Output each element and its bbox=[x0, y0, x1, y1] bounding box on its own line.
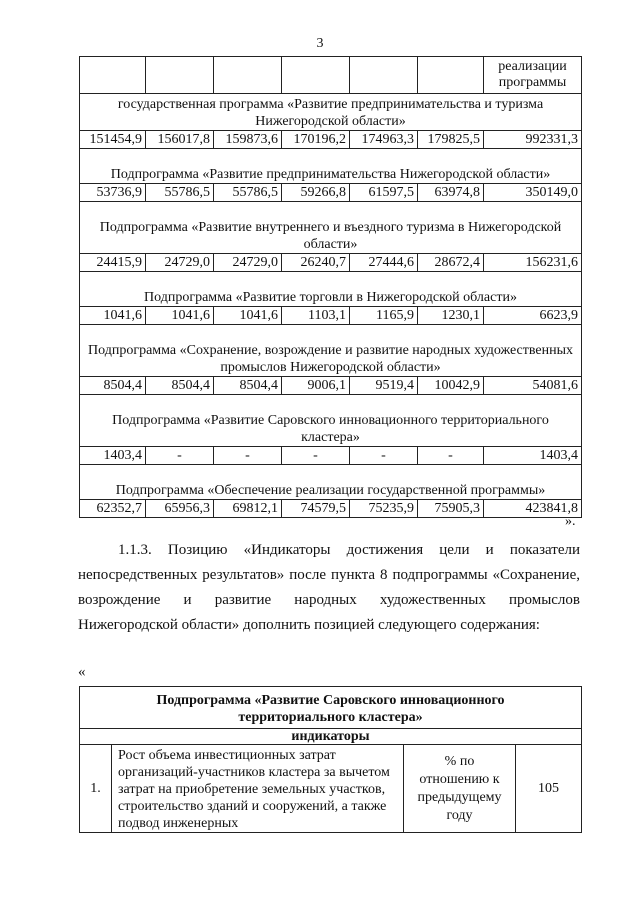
value-cell: 1103,1 bbox=[282, 307, 350, 325]
financing-table bbox=[79, 56, 582, 518]
closing-quote: ». bbox=[565, 514, 576, 529]
header-cell-empty bbox=[80, 57, 146, 94]
value-cell: 159873,6 bbox=[214, 131, 282, 149]
value-cell: 74579,5 bbox=[282, 500, 350, 518]
header-cell-empty bbox=[214, 57, 282, 94]
value-cell: 75905,3 bbox=[418, 500, 484, 518]
header-cell-empty bbox=[282, 57, 350, 94]
page-number: 3 bbox=[316, 36, 324, 51]
value-cell: 27444,6 bbox=[350, 254, 418, 272]
section-title-row bbox=[80, 94, 582, 131]
values-row bbox=[80, 184, 582, 202]
section-title-row bbox=[80, 272, 582, 307]
value-cell: 9519,4 bbox=[350, 377, 418, 395]
section-title: индикаторы bbox=[80, 729, 582, 745]
value-cell: 24415,9 bbox=[80, 254, 146, 272]
value-cell: 24729,0 bbox=[146, 254, 214, 272]
value-cell: 55786,5 bbox=[214, 184, 282, 202]
section-title-row bbox=[80, 149, 582, 184]
value-cell: 6623,9 bbox=[484, 307, 582, 325]
value-cell: - bbox=[418, 447, 484, 465]
value-cell: - bbox=[350, 447, 418, 465]
value-cell: 1403,4 bbox=[484, 447, 582, 465]
section-title: Подпрограмма «Развитие торговли в Нижегородской области» bbox=[80, 272, 582, 307]
value-cell: - bbox=[146, 447, 214, 465]
value-cell: 1403,4 bbox=[80, 447, 146, 465]
value-cell: 28672,4 bbox=[418, 254, 484, 272]
value-cell: 59266,8 bbox=[282, 184, 350, 202]
value-cell: 26240,7 bbox=[282, 254, 350, 272]
header-row bbox=[80, 57, 582, 94]
value-cell: 8504,4 bbox=[214, 377, 282, 395]
indicator-value: 105 bbox=[516, 745, 582, 833]
values-row bbox=[80, 131, 582, 149]
section-title: Подпрограмма «Сохранение, возрождение и развитие народных художественных промыслов Нижегородской области» bbox=[80, 325, 582, 377]
section-title-row bbox=[80, 325, 582, 377]
indicator-unit: % по отношению к предыдущему году bbox=[404, 745, 516, 833]
page-bottom-margin bbox=[0, 835, 640, 905]
value-cell: 156017,8 bbox=[146, 131, 214, 149]
value-cell: 179825,5 bbox=[418, 131, 484, 149]
section-title: Подпрограмма «Развитие внутреннего и въездного туризма в Нижегородской области» bbox=[80, 202, 582, 254]
subprogram-title: Подпрограмма «Развитие Саровского инновационного территориального кластера» bbox=[80, 687, 582, 729]
value-cell: 75235,9 bbox=[350, 500, 418, 518]
indicator-section-row bbox=[80, 729, 582, 745]
value-cell: 1165,9 bbox=[350, 307, 418, 325]
value-cell: 9006,1 bbox=[282, 377, 350, 395]
section-title-row bbox=[80, 465, 582, 500]
value-cell: 24729,0 bbox=[214, 254, 282, 272]
value-cell: 8504,4 bbox=[80, 377, 146, 395]
value-cell: 10042,9 bbox=[418, 377, 484, 395]
indicator-table bbox=[79, 686, 582, 833]
value-cell: 174963,3 bbox=[350, 131, 418, 149]
value-cell: 423841,8 bbox=[484, 500, 582, 518]
header-cell-empty bbox=[418, 57, 484, 94]
indicator-title-row bbox=[80, 687, 582, 729]
value-cell: 1041,6 bbox=[214, 307, 282, 325]
value-cell: 992331,3 bbox=[484, 131, 582, 149]
section-title: государственная программа «Развитие предпринимательства и туризма Нижегородской области» bbox=[80, 94, 582, 131]
value-cell: 53736,9 bbox=[80, 184, 146, 202]
value-cell: 65956,3 bbox=[146, 500, 214, 518]
section-title: Подпрограмма «Обеспечение реализации государственной программы» bbox=[80, 465, 582, 500]
value-cell: 61597,5 bbox=[350, 184, 418, 202]
opening-quote: « bbox=[78, 664, 86, 680]
header-cell-empty bbox=[350, 57, 418, 94]
value-cell: 55786,5 bbox=[146, 184, 214, 202]
header-cell-empty bbox=[146, 57, 214, 94]
value-cell: 1041,6 bbox=[146, 307, 214, 325]
value-cell: 69812,1 bbox=[214, 500, 282, 518]
section-title: Подпрограмма «Развитие Саровского инновационного территориального кластера» bbox=[80, 395, 582, 447]
indicator-text: Рост объема инвестиционных затрат организаций-участников кластера за вычетом затрат на приобретение земельных участков, строительство зданий и сооружений, а также подвод инженерных bbox=[112, 745, 404, 833]
value-cell: 350149,0 bbox=[484, 184, 582, 202]
value-cell: 63974,8 bbox=[418, 184, 484, 202]
paragraph-text: 1.1.3. Позицию «Индикаторы достижения цели и показатели непосредственных результатов» после пункта 8 подпрограммы «Сохранение, возрождение и развитие народных художественных промыслов Нижегородской области» дополнить позицией следующего содержания: bbox=[78, 542, 580, 633]
values-row bbox=[80, 377, 582, 395]
value-cell: 151454,9 bbox=[80, 131, 146, 149]
amendment-paragraph bbox=[78, 538, 580, 638]
value-cell: 170196,2 bbox=[282, 131, 350, 149]
value-cell: 8504,4 bbox=[146, 377, 214, 395]
section-title: Подпрограмма «Развитие предпринимательства Нижегородской области» bbox=[80, 149, 582, 184]
indicator-row bbox=[80, 745, 582, 833]
value-cell: 62352,7 bbox=[80, 500, 146, 518]
section-title-row bbox=[80, 202, 582, 254]
value-cell: 54081,6 bbox=[484, 377, 582, 395]
indicator-number: 1. bbox=[80, 745, 112, 833]
values-row bbox=[80, 500, 582, 518]
value-cell: 156231,6 bbox=[484, 254, 582, 272]
values-row bbox=[80, 307, 582, 325]
value-cell: 1041,6 bbox=[80, 307, 146, 325]
header-cell-total: реализации программы bbox=[484, 57, 582, 94]
value-cell: - bbox=[282, 447, 350, 465]
section-title-row bbox=[80, 395, 582, 447]
value-cell: 1230,1 bbox=[418, 307, 484, 325]
values-row bbox=[80, 254, 582, 272]
value-cell: - bbox=[214, 447, 282, 465]
values-row bbox=[80, 447, 582, 465]
